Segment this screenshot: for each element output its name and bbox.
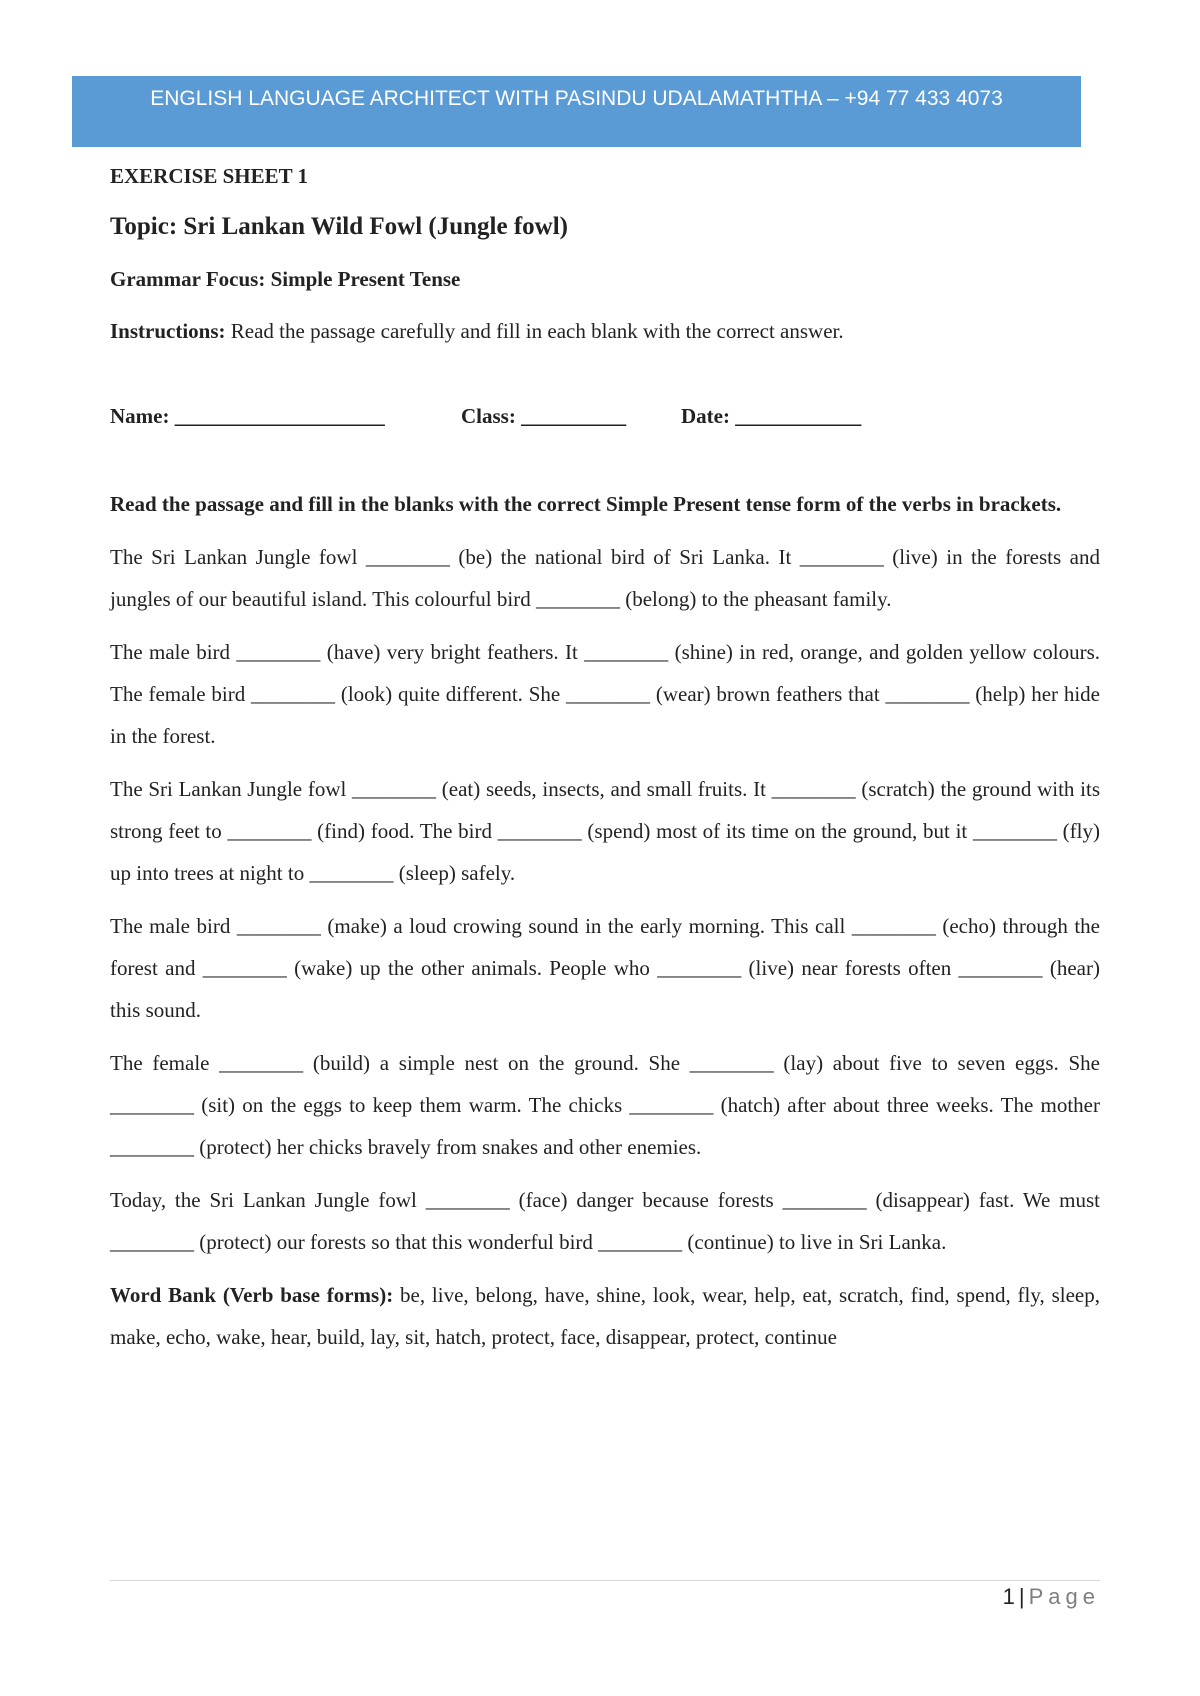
page-label: Page xyxy=(1028,1584,1100,1609)
page-footer xyxy=(1003,1584,1100,1610)
name-field[interactable]: Name: ____________________ xyxy=(110,404,385,428)
class-field[interactable]: Class: __________ xyxy=(461,404,627,428)
student-fields xyxy=(110,404,1100,429)
instructions-label: Instructions: xyxy=(110,319,226,343)
passage-paragraph: Today, the Sri Lankan Jungle fowl ________ (face) danger because forests ________ (disappear) fast. We must ________ (protect) our forests so that this wonderful bird ________ (continue) to live in Sri Lanka. xyxy=(110,1188,1100,1254)
instructions xyxy=(110,319,1100,344)
page-number: 1 xyxy=(1002,1584,1015,1609)
passage-paragraph: The male bird ________ (make) a loud crowing sound in the early morning. This call ________ (echo) through the forest and ________ (wake) up the other animals. People who ________ (live) near forests often ________ (hear) this sound. xyxy=(110,914,1100,1022)
word-bank-words: be, live, belong, have, shine, look, wear, help, eat, scratch, find, spend, fly, sleep, make, echo, wake, hear, build, lay, sit, hatch, protect, face, disappear, protect, continue xyxy=(110,1283,1100,1349)
page-separator: | xyxy=(1018,1584,1025,1609)
topic-heading: Topic: Sri Lankan Wild Fowl (Jungle fowl) xyxy=(110,213,568,240)
date-field[interactable]: Date: ____________ xyxy=(681,404,862,428)
task-instruction: Read the passage and fill in the blanks with the correct Simple Present tense form of the verbs in brackets. xyxy=(110,492,1062,516)
passage-paragraph: The female ________ (build) a simple nest on the ground. She ________ (lay) about five to seven eggs. She ________ (sit) on the eggs to keep them warm. The chicks ________ (hatch) after about three weeks. The mother ________ (protect) her chicks bravely from snakes and other enemies. xyxy=(110,1051,1100,1159)
instructions-text: Read the passage carefully and fill in each blank with the correct answer. xyxy=(225,319,844,343)
worksheet-body xyxy=(110,160,1100,1358)
word-bank-label: Word Bank (Verb base forms): xyxy=(110,1283,394,1307)
passage-paragraph: The male bird ________ (have) very bright feathers. It ________ (shine) in red, orange, and golden yellow colours. The female bird ________ (look) quite different. She ________ (wear) brown feathers that ________ (help) her hide in the forest. xyxy=(110,640,1100,748)
header-banner xyxy=(72,76,1081,147)
sheet-label: EXERCISE SHEET 1 xyxy=(110,164,309,188)
passage-paragraph: The Sri Lankan Jungle fowl ________ (eat) seeds, insects, and small fruits. It ________ (scratch) the ground with its strong feet to ________ (find) food. The bird ________ (spend) most of its time on the ground, but it ________ (fly) up into trees at night to ________ (sleep) safely. xyxy=(110,777,1100,885)
word-bank xyxy=(110,1274,1100,1358)
grammar-focus: Grammar Focus: Simple Present Tense xyxy=(110,267,461,291)
header-banner-text: ENGLISH LANGUAGE ARCHITECT WITH PASINDU UDALAMATHTHA – +94 77 433 4073 xyxy=(150,87,1003,110)
footer-divider xyxy=(110,1580,1100,1581)
passage-paragraph: The Sri Lankan Jungle fowl ________ (be) the national bird of Sri Lanka. It ________ (live) in the forests and jungles of our beautiful island. This colourful bird ________ (belong) to the pheasant family. xyxy=(110,545,1100,611)
